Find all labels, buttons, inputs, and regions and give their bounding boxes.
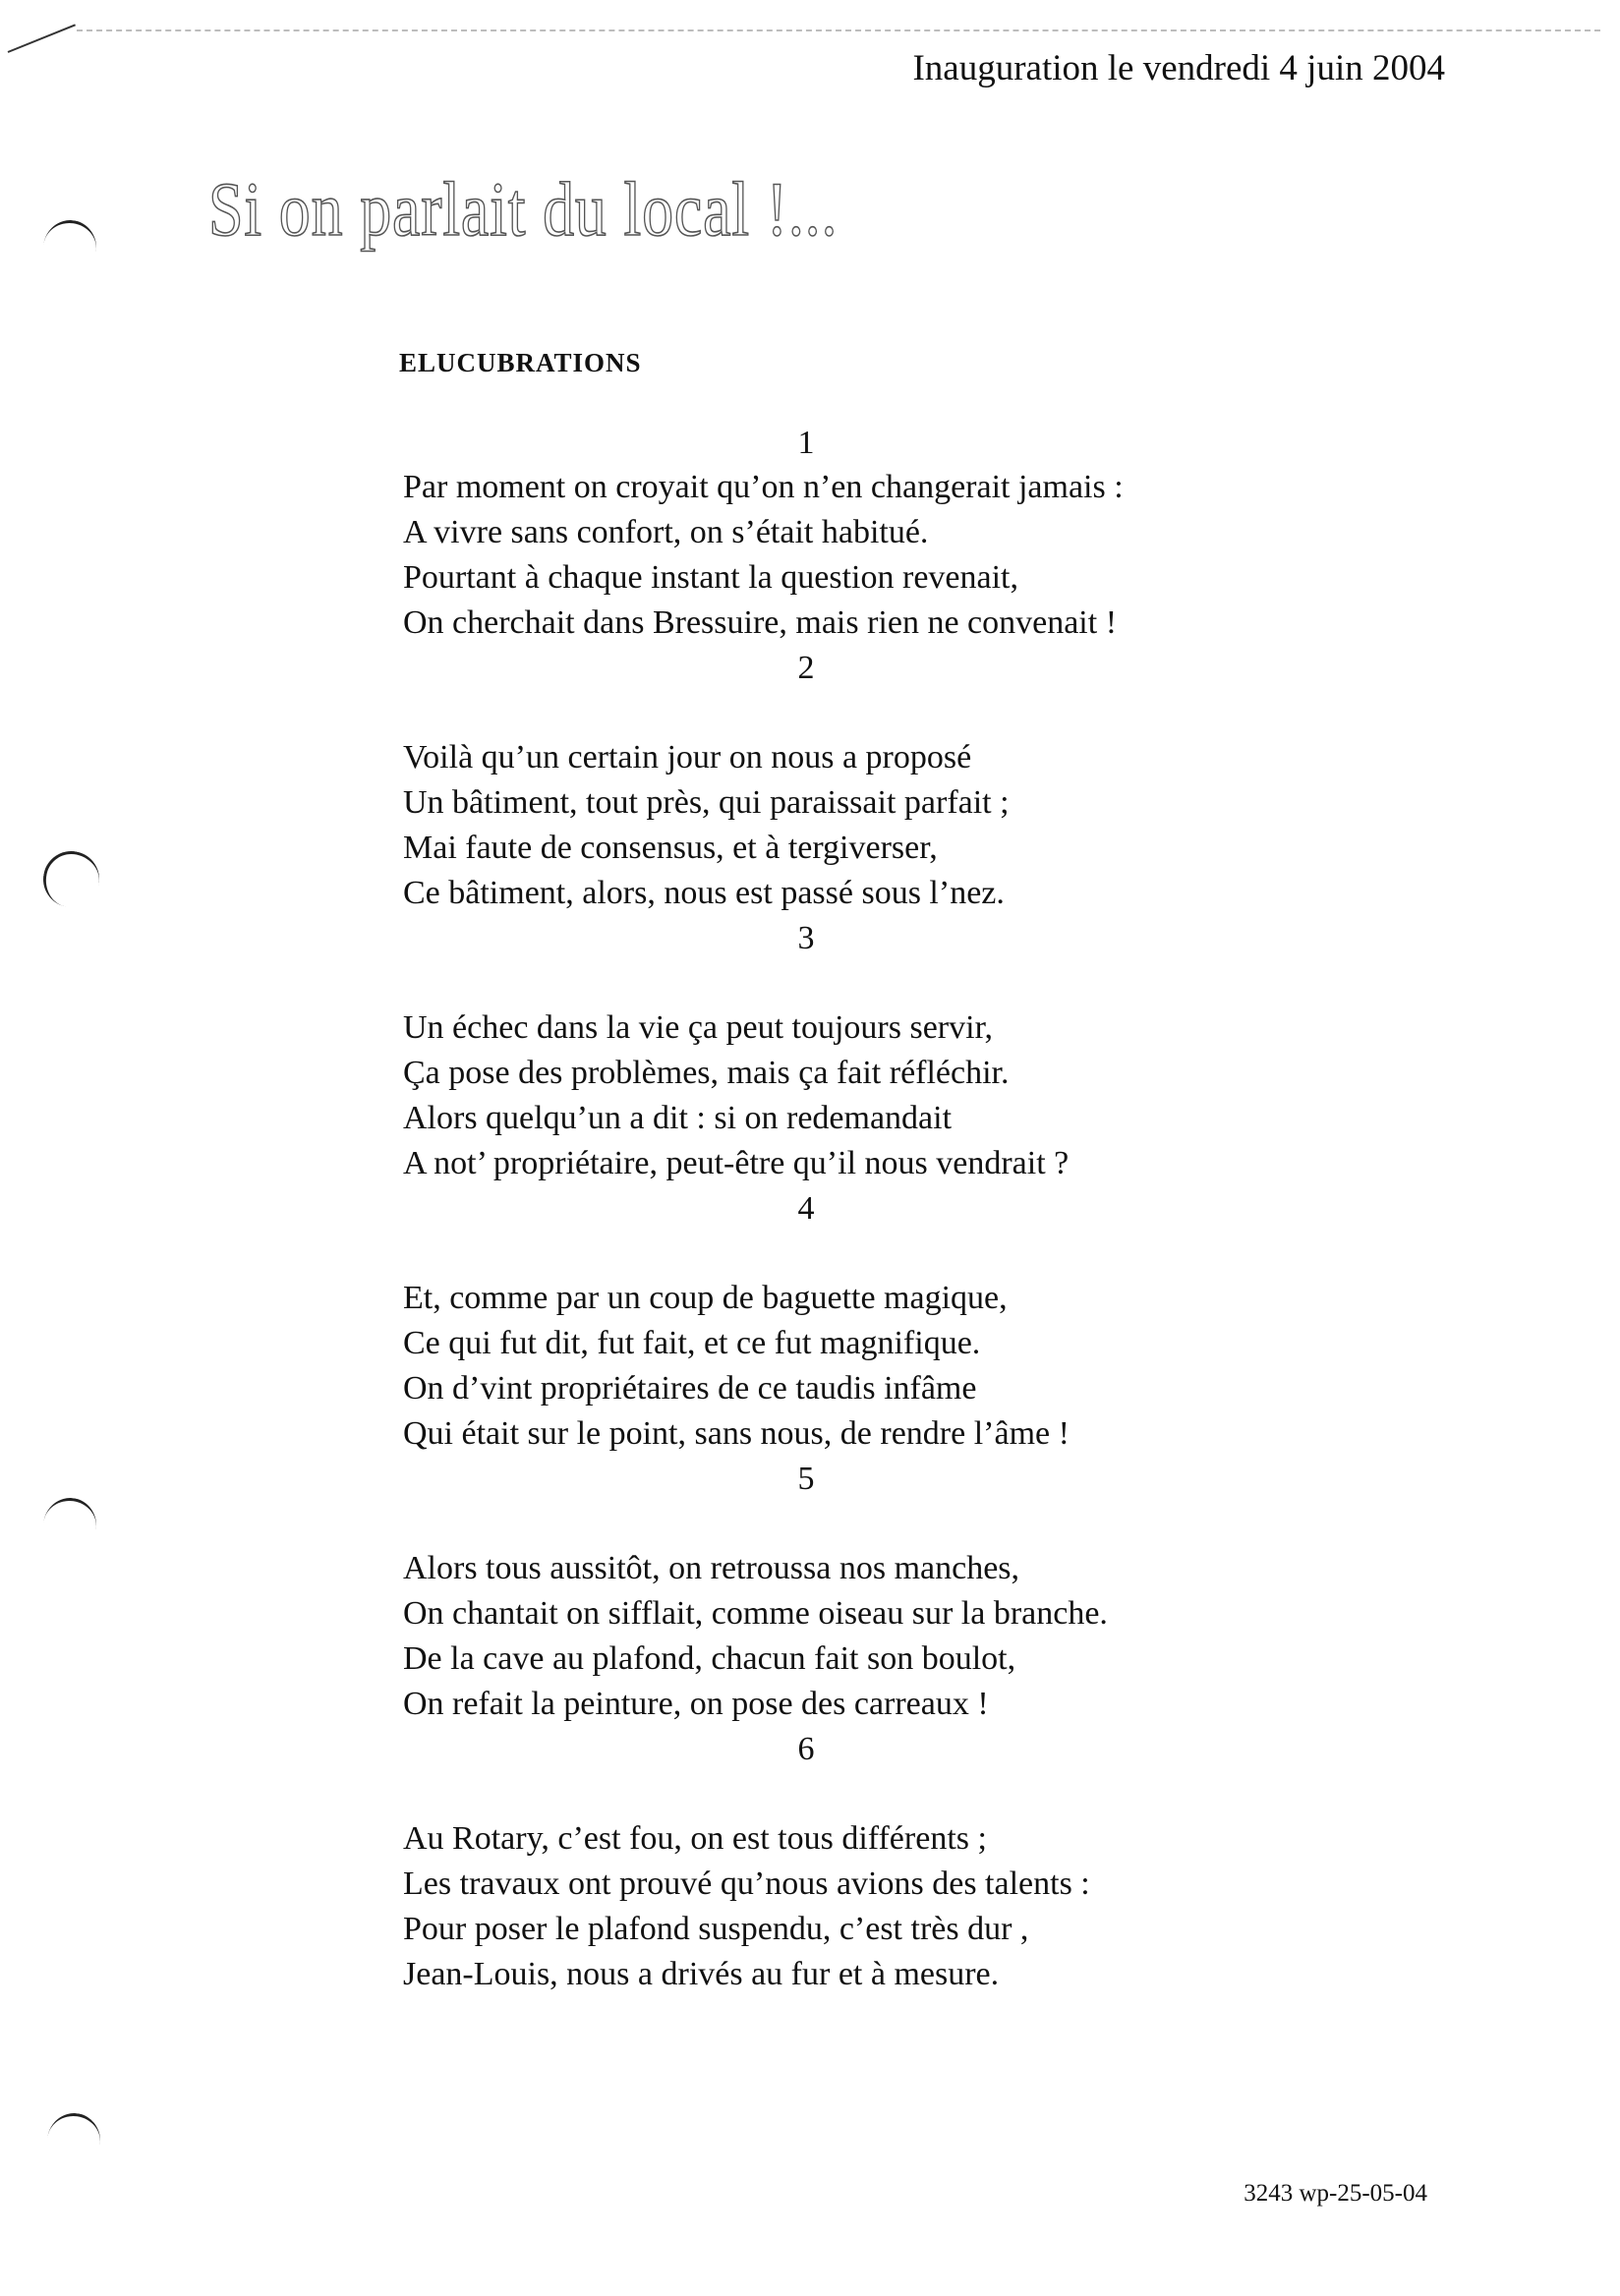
stanza-gap xyxy=(403,1231,1288,1276)
stanza xyxy=(403,1186,1288,1457)
verse-line: Ça pose des problèmes, mais ça fait réfléchir. xyxy=(403,1055,1010,1091)
stanza-number: 4 xyxy=(797,1190,815,1227)
verse-line: On cherchait dans Bressuire, mais rien ne convenait ! xyxy=(403,604,1118,641)
verse-line: On refait la peinture, on pose des carreaux ! xyxy=(403,1686,989,1722)
stanza xyxy=(403,1727,1288,1997)
verse-line: Pourtant à chaque instant la question revenait, xyxy=(403,559,1018,596)
verse-line: Un bâtiment, tout près, qui paraissait parfait ; xyxy=(403,784,1010,821)
punch-hole-mark xyxy=(39,1495,99,1558)
punch-hole-mark xyxy=(38,846,105,913)
verse-line: Mai faute de consensus, et à tergiverser, xyxy=(403,830,938,866)
verse-line: Ce qui fut dit, fut fait, et ce fut magnifique. xyxy=(403,1325,981,1361)
stanza xyxy=(403,916,1288,1186)
stanza-gap xyxy=(403,690,1288,735)
verse-line: A vivre sans confort, on s’était habitué. xyxy=(403,514,929,550)
punch-hole-mark xyxy=(43,2110,103,2173)
verse-line: Ce bâtiment, alors, nous est passé sous l’nez. xyxy=(403,875,1005,911)
stanza-number: 1 xyxy=(797,425,815,461)
punch-hole-mark xyxy=(39,217,99,280)
verse-line: Jean-Louis, nous a drivés au fur et à mesure. xyxy=(403,1956,1000,1992)
top-border-line xyxy=(77,29,1600,31)
stanza xyxy=(403,1457,1288,1727)
verse-line: Et, comme par un coup de baguette magique, xyxy=(403,1280,1008,1316)
pencil-mark xyxy=(8,24,76,53)
stanza-number: 5 xyxy=(797,1461,815,1497)
stanza xyxy=(403,421,1288,646)
verse-line: Par moment on croyait qu’on n’en changerait jamais : xyxy=(403,469,1124,505)
verse-line: On d’vint propriétaires de ce taudis infâme xyxy=(403,1370,977,1406)
verse-line: Alors tous aussitôt, on retroussa nos manches, xyxy=(403,1550,1020,1586)
verse-line: Les travaux ont prouvé qu’nous avions des talents : xyxy=(403,1866,1090,1902)
verse-line: Alors quelqu’un a dit : si on redemandait xyxy=(403,1100,953,1136)
verse-line: Pour poser le plafond suspendu, c’est très dur , xyxy=(403,1911,1029,1947)
stanza-number: 2 xyxy=(797,650,815,686)
page-title: Si on parlait du local !... xyxy=(208,166,839,252)
poem-body xyxy=(403,421,1288,1997)
poem-heading: ELUCUBRATIONS xyxy=(399,348,642,377)
verse-line: Voilà qu’un certain jour on nous a proposé xyxy=(403,739,972,775)
verse-line: De la cave au plafond, chacun fait son boulot, xyxy=(403,1640,1016,1677)
stanza-gap xyxy=(403,1771,1288,1816)
stanza-number: 3 xyxy=(797,920,815,956)
stanza-gap xyxy=(403,960,1288,1005)
verse-line: On chantait on sifflait, comme oiseau sur la branche. xyxy=(403,1595,1108,1632)
stanza-gap xyxy=(403,1501,1288,1546)
verse-line: Au Rotary, c’est fou, on est tous différents ; xyxy=(403,1820,987,1857)
verse-line: Qui était sur le point, sans nous, de rendre l’âme ! xyxy=(403,1415,1070,1452)
verse-line: Un échec dans la vie ça peut toujours servir, xyxy=(403,1009,994,1046)
header-date-line: Inauguration le vendredi 4 juin 2004 xyxy=(912,48,1445,88)
verse-line: A not’ propriétaire, peut-être qu’il nous vendrait ? xyxy=(403,1145,1070,1181)
stanza xyxy=(403,646,1288,916)
stanza-number: 6 xyxy=(797,1731,815,1767)
footer-reference: 3243 wp-25-05-04 xyxy=(1244,2180,1427,2207)
